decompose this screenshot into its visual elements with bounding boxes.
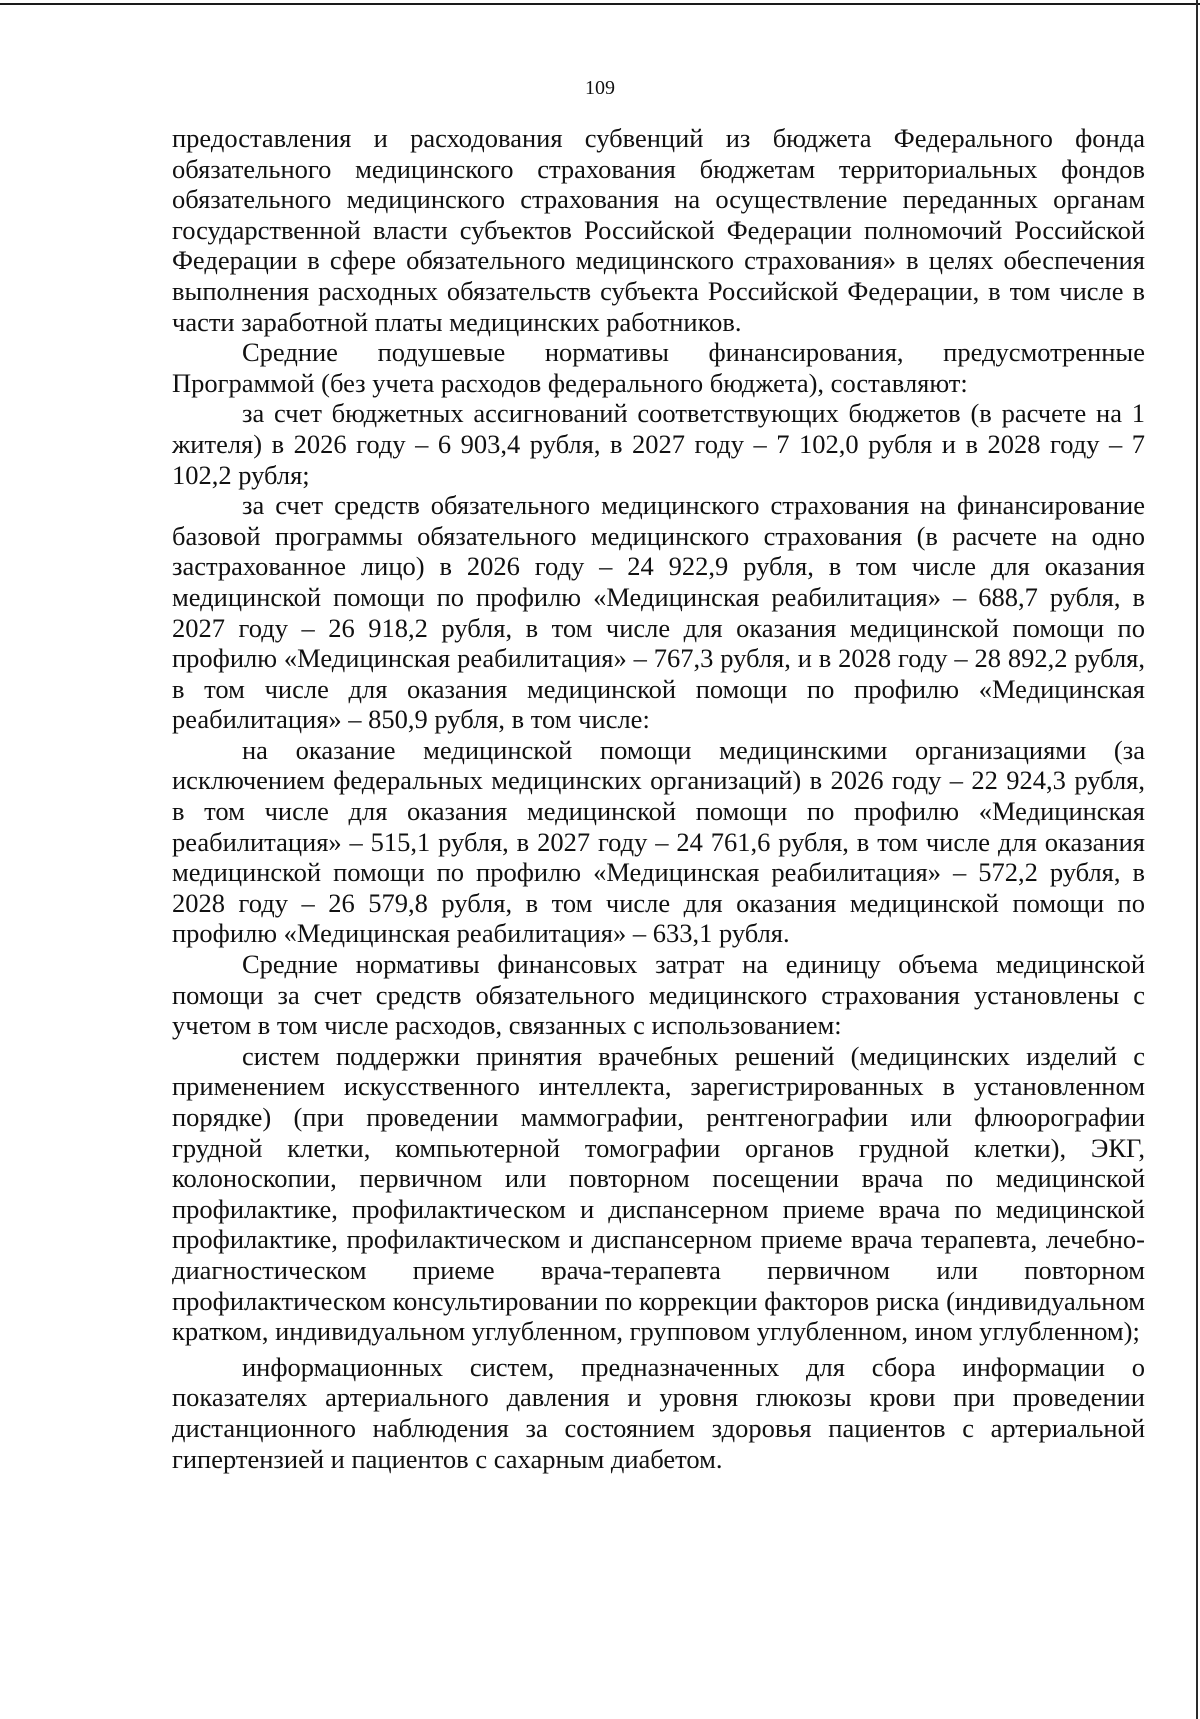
scan-edge-right [1196,0,1198,1719]
paragraph-oms-funds: за счет средств обязательного медицинского страхования на финансирование базовой программы обязательного медицинского страхования (в расчете на одно застрахованное лицо) в 2026 году – 24 922,9 рубля, в том числе для оказания медицинской помощи по профилю «Медицинская реабилитация» – 688,7 рубля, в 2027 году – 26 918,2 рубля, в том числе для оказания медицинской помощи по профилю «Медицинская реабилитация» – 767,3 рубля, и в 2028 году – 28 892,2 рубля, в том числе для оказания медицинской помощи по профилю «Медицинская реабилитация» – 850,9 рубля, в том числе: [172,490,1145,735]
paragraph-medical-organizations: на оказание медицинской помощи медицинскими организациями (за исключением федеральных медицинских организаций) в 2026 году – 22 924,3 рубля, в том числе для оказания медицинской помощи по профилю «Медицинская реабилитация» – 515,1 рубля, в 2027 году – 24 761,6 рубля, в том числе для оказания медицинской помощи по профилю «Медицинская реабилитация» – 572,2 рубля, в 2028 году – 26 579,8 рубля, в том числе для оказания медицинской помощи по профилю «Медицинская реабилитация» – 633,1 рубля. [172,734,1145,949]
page-number: 109 [585,77,615,99]
paragraph-cost-norms: Средние нормативы финансовых затрат на единицу объема медицинской помощи за счет средств обязательного медицинского страхования установлены с учетом в том числе расходов, связанных с использованием: [172,949,1145,1041]
scan-edge-top [0,3,1200,5]
paragraph-information-systems: информационных систем, предназначенных для сбора информации о показателях артериального давления и уровня глюкозы крови при проведении дистанционного наблюдения за состоянием здоровья пациентов с артериальной гипертензией и пациентов с сахарным диабетом. [172,1351,1145,1474]
paragraph-decision-support-systems: систем поддержки принятия врачебных решений (медицинских изделий с применением искусственного интеллекта, зарегистрированных в установленном порядке) (при проведении маммографии, рентгенографии или флюорографии грудной клетки, компьютерной томографии органов грудной клетки), ЭКГ, колоноскопии, первичном или повторном посещении врача по медицинской профилактике, профилактическом и диспансерном приеме врача по медицинской профилактике, профилактическом и диспансерном приеме врача терапевта, лечебно-диагностическом приеме врача-терапевта первичном или повторном профилактическом консультировании по коррекции факторов риска (индивидуальном кратком, индивидуальном углубленном, групповом углубленном, ином углубленном); [172,1040,1145,1347]
paragraph-budget-allocations: за счет бюджетных ассигнований соответствующих бюджетов (в расчете на 1 жителя) в 2026 году – 6 903,4 рубля, в 2027 году – 7 102,0 рубля и в 2028 году – 7 102,2 рубля; [172,398,1145,490]
paragraph-per-capita-norms: Средние подушевые нормативы финансирования, предусмотренные Программой (без учета расходов федерального бюджета), составляют: [172,337,1145,398]
paragraph-continuation: предоставления и расходования субвенций из бюджета Федерального фонда обязательного медицинского страхования бюджетам территориальных фондов обязательного медицинского страхования на осуществление переданных органам государственной власти субъектов Российской Федерации полномочий Российской Федерации в сфере обязательного медицинского страхования» в целях обеспечения выполнения расходных обязательств субъекта Российской Федерации, в том числе в части заработной платы медицинских работников. [172,123,1145,337]
document-body [172,123,1145,1474]
